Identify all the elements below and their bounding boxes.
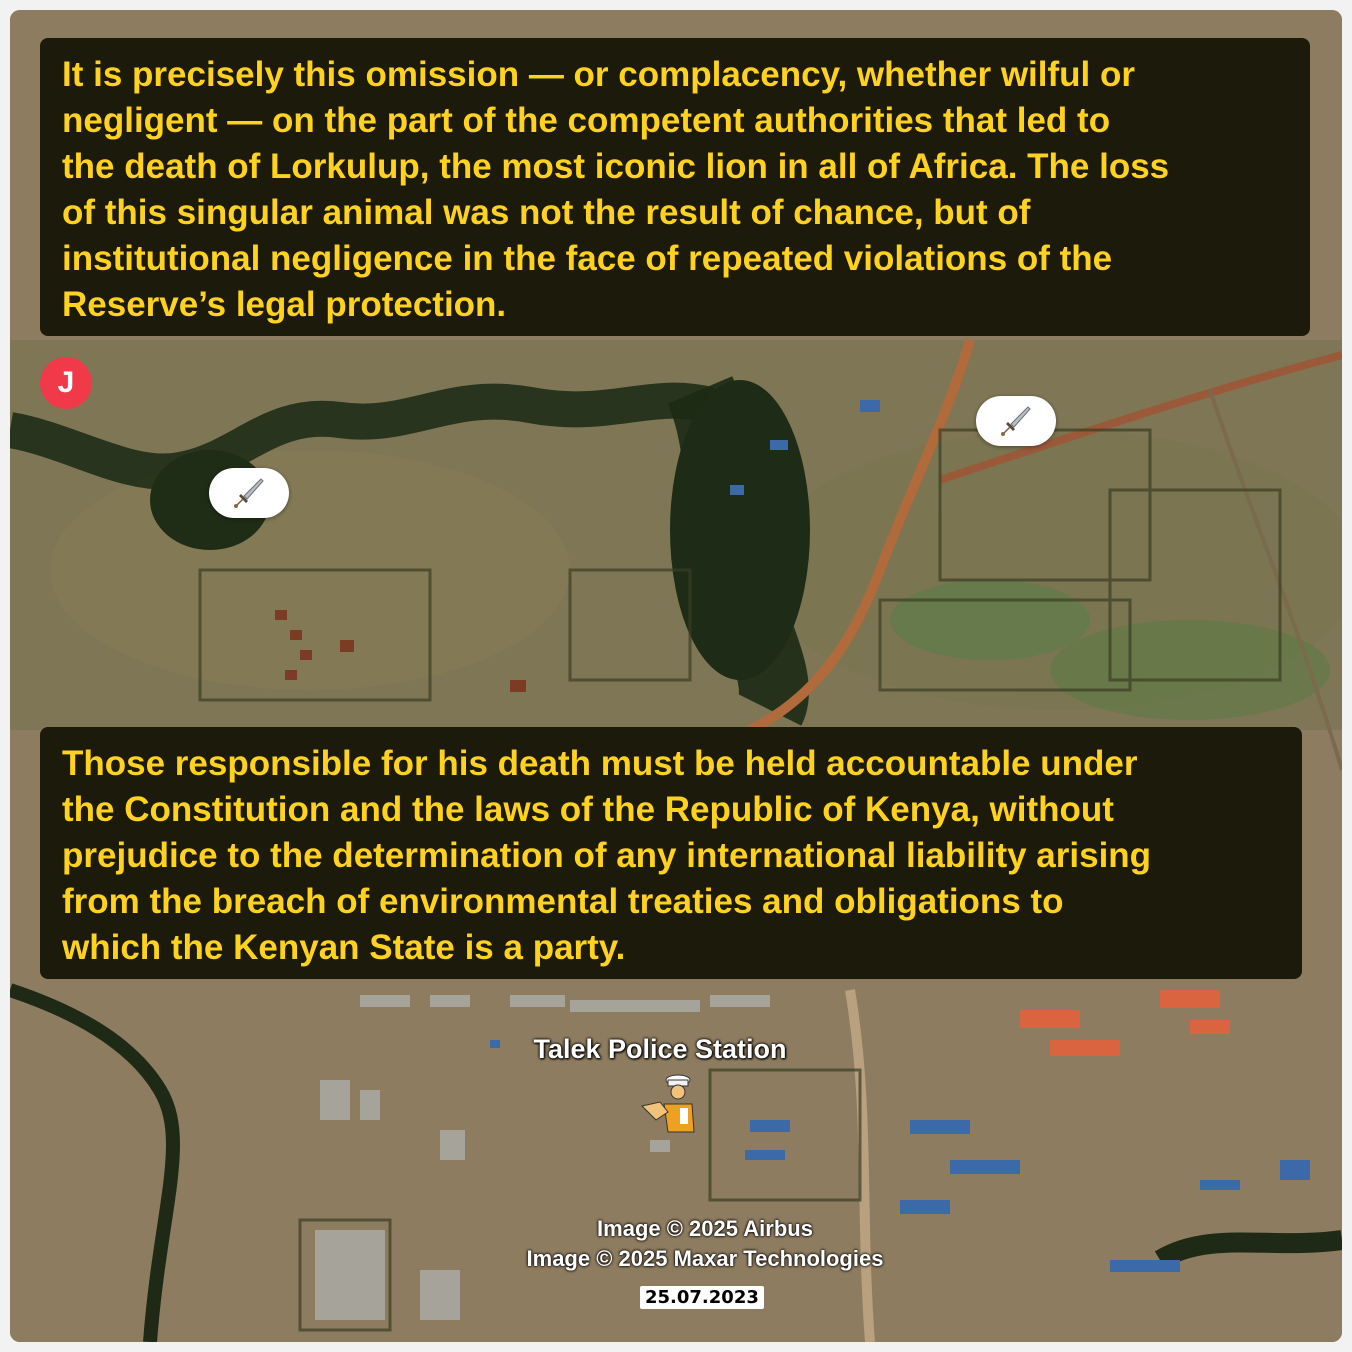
imagery-date: 25.07.2023: [640, 1286, 764, 1309]
dagger-icon: [229, 473, 269, 513]
police-officer-icon[interactable]: [638, 1068, 710, 1145]
caption-bottom: Those responsible for his death must be held accountable under the Constitution and the laws of the Republic of Kenya, without prejudice to the determination of any international liability arising from the breach of environmental treaties and obligations to which the Kenyan State is a party.: [40, 727, 1302, 979]
satellite-map[interactable]: [10, 10, 1342, 1342]
place-label[interactable]: Talek Police Station: [533, 1034, 787, 1064]
caption-top: It is precisely this omission — or complacency, whether wilful or negligent — on the part of the competent authorities that led to the death of Lorkulup, the most iconic lion in all of Africa. The loss of this singular animal was not the result of chance, but of institutional negligence in the face of repeated violations of the Reserve’s legal protection.: [40, 38, 1310, 336]
user-avatar-badge[interactable]: J: [40, 357, 92, 409]
attribution-maxar: Image © 2025 Maxar Technologies: [526, 1246, 884, 1271]
dagger-marker[interactable]: [976, 396, 1056, 446]
dagger-marker[interactable]: [209, 468, 289, 518]
dagger-icon: [996, 401, 1036, 441]
attribution-airbus: Image © 2025 Airbus: [597, 1216, 813, 1241]
